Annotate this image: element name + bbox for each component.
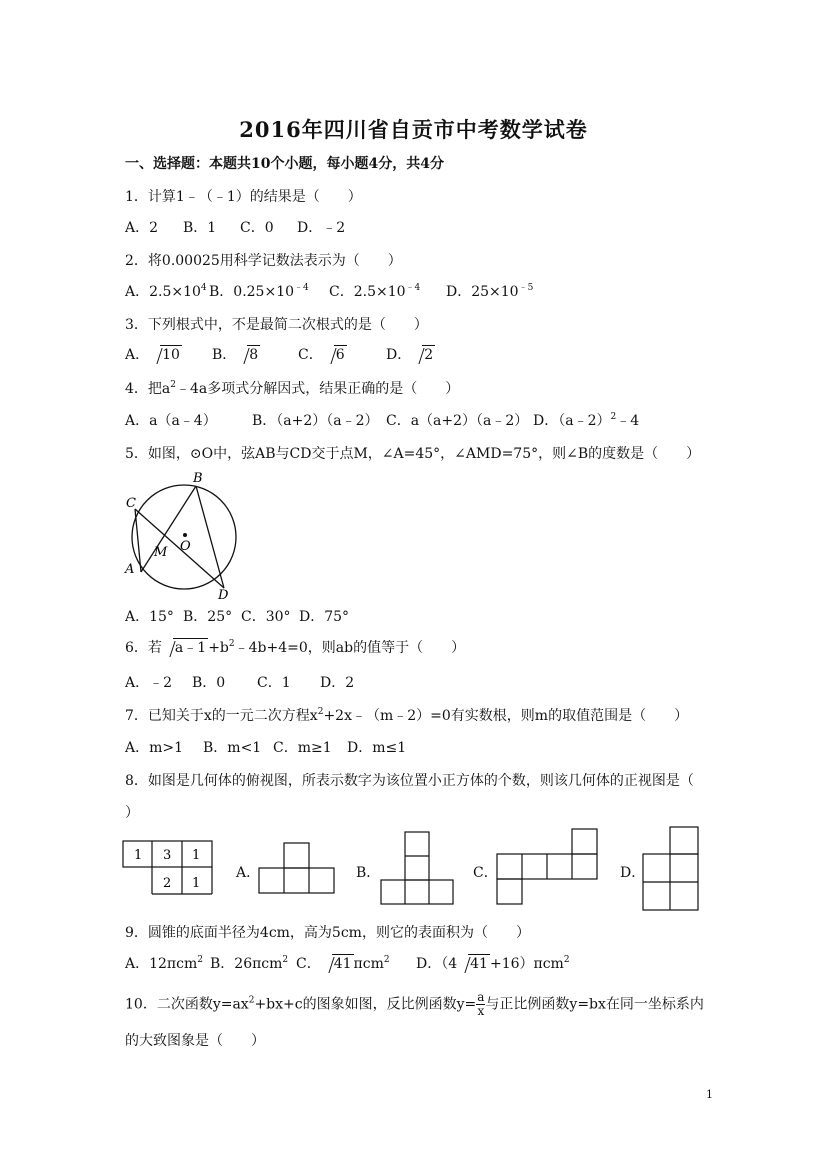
sqrt-symbol: 6 (323, 345, 347, 364)
label-a: A (125, 562, 135, 577)
q2-option-a: A．$2.5\times 10^4$ (125, 283, 207, 300)
label-m: M (154, 545, 168, 560)
q9-option-d: D．（4 41 +16）πcm$^2$ (416, 955, 570, 972)
question-4: 4．把$a^2﹣4a$多项式分解因式，结果正确的是（ ） (125, 380, 460, 397)
sqrt-symbol: 41 (457, 954, 490, 973)
question-3: 3．下列根式中，不是最简二次根式的是（ ） (125, 317, 428, 333)
q1-option-d: D．﹣2 (297, 220, 346, 236)
q1-option-b: B．1 (183, 220, 217, 236)
q8-option-c-figure (493, 824, 601, 908)
sqrt-symbol: a﹣1 (162, 638, 208, 657)
question-5: 5．如图，⊙O中，弦AB与CD交于点M，∠A=45°，∠AMD=75°，则∠B的度数是（ ） (125, 446, 701, 462)
q8-option-d-figure (640, 824, 702, 916)
q6-option-d: D．2 (320, 675, 355, 691)
q3-option-a: A． 10 (125, 347, 180, 363)
q5-option-a: A．15° (125, 609, 174, 625)
q3-option-b: B． 8 (212, 347, 259, 363)
sqrt-symbol: 10 (149, 345, 182, 364)
q9-option-a: A．12πcm$^2$ (125, 955, 203, 972)
q9-option-b: B．26πcm$^2$ (210, 955, 289, 972)
question-10: 10．二次函数$y=ax^2+bx+c$的图象如图，反比例函数y= $\frac{a}{x}$ 与正比例函数y=bx在同一坐标系内 (125, 990, 704, 1018)
q3-option-d: D． 2 (386, 347, 434, 363)
top-view-cell: 1 (192, 848, 201, 863)
q2-option-d: D．$25\times 10^{﹣5}$ (446, 283, 534, 300)
q4-option-a: A．a（a﹣4） (125, 413, 217, 429)
fraction-a-over-x: $\frac{a}{x}$ (477, 990, 485, 1018)
section-heading: 一、选择题：本题共10个小题，每小题4分，共4分 (125, 156, 444, 172)
sqrt-symbol: 41 (321, 954, 354, 973)
q8-option-a-label: A． (236, 865, 261, 881)
q3-option-c: C． 6 (298, 347, 345, 363)
q1-option-a: A．2 (125, 220, 159, 236)
top-view-grid (120, 838, 216, 898)
q5-option-b: B．25° (183, 609, 233, 625)
label-d: D (218, 588, 229, 603)
q8-option-d-label: D． (620, 865, 646, 881)
center-point (183, 533, 187, 537)
q9-option-c: C． 41 πcm$^2$ (296, 955, 390, 972)
q6-option-a: A．﹣2 (125, 675, 173, 691)
top-view-cell: 3 (163, 848, 172, 863)
q4-option-c: C．a（a+2）（a﹣2） (386, 413, 529, 429)
question-8-cont: ） (125, 805, 139, 821)
question-6: 6．若 a﹣1 $+b^2﹣4b+4=0$，则ab的值等于（ ） (125, 639, 466, 656)
q8-option-c-label: C． (473, 865, 498, 881)
top-view-cell: 2 (163, 876, 172, 891)
label-o: O (180, 539, 191, 554)
q7-option-b: B．m<1 (203, 740, 262, 756)
q2-option-b: B．$0.25\times 10^{﹣4}$ (209, 283, 309, 300)
q1-option-c: C．0 (240, 220, 274, 236)
top-view-cell: 1 (192, 876, 201, 891)
q4-option-d: D．（a﹣2）$^2$﹣4 (533, 412, 640, 429)
page-title: 2016年四川省自贡市中考数学试卷 (239, 117, 588, 142)
question-8: 8．如图是几何体的俯视图，所表示数字为该位置小正方体的个数，则该几何体的正视图是（ (125, 773, 694, 789)
label-c: C (126, 496, 136, 511)
label-b: B (193, 471, 203, 486)
q8-option-b-label: B． (356, 865, 381, 881)
q6-option-c: C．1 (257, 675, 291, 691)
q4-option-b: B．（a+2）（a﹣2） (252, 413, 379, 429)
q7-option-a: A．m>1 (125, 740, 184, 756)
q7-option-d: D．m≤1 (347, 740, 407, 756)
q8-option-b-figure (377, 828, 459, 906)
q8-option-a-figure (256, 836, 338, 898)
q2-option-c: C．$2.5\times 10^{﹣4}$ (329, 283, 421, 300)
question-10-cont: 的大致图象是（ ） (125, 1033, 265, 1049)
segment-bd (196, 486, 224, 588)
page-number: 1 (706, 1088, 713, 1101)
circle-figure (120, 467, 250, 603)
question-2: 2．将0.00025用科学记数法表示为（ ） (125, 253, 402, 269)
question-7: 7．已知关于x的一元二次方程$x^2+2x﹣(m﹣2)=0$有实数根，则m的取值范围是（ ） (125, 707, 689, 724)
q7-option-c: C．m≥1 (273, 740, 332, 756)
sqrt-symbol: 2 (411, 345, 435, 364)
q5-option-c: C．30° (241, 609, 291, 625)
question-1: 1．计算1﹣（﹣1）的结果是（ ） (125, 189, 362, 205)
q5-option-d: D．75° (299, 609, 350, 625)
sqrt-symbol: 8 (236, 345, 260, 364)
q6-option-b: B．0 (192, 675, 226, 691)
top-view-cell: 1 (134, 848, 143, 863)
question-9: 9．圆锥的底面半径为4cm，高为5cm，则它的表面积为（ ） (125, 925, 530, 941)
